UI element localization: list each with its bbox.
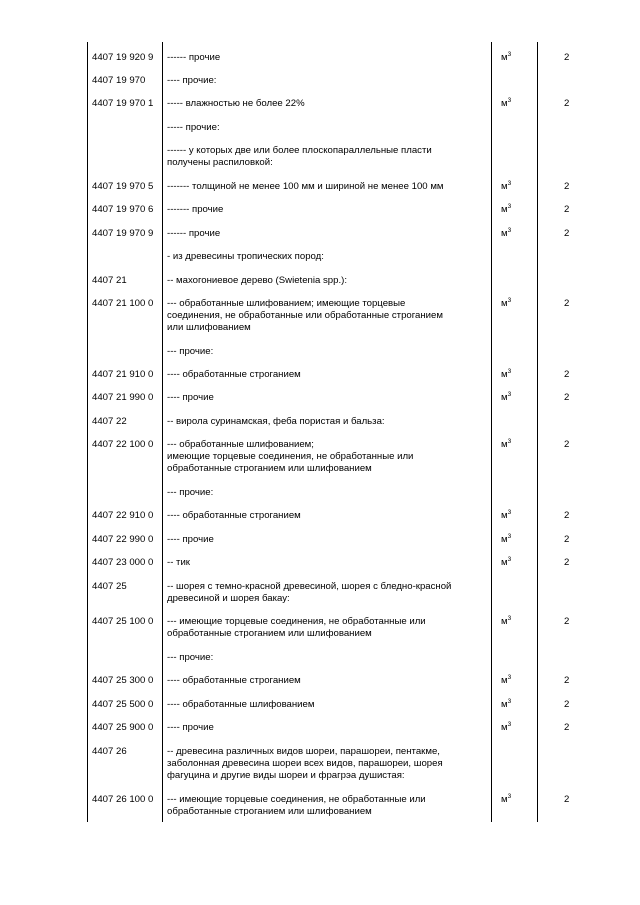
unit-of-measure xyxy=(501,534,511,546)
quantity-value: 2 xyxy=(564,534,570,545)
commodity-code: 4407 22 910 0 xyxy=(92,510,154,521)
column-rule xyxy=(162,42,163,822)
commodity-description xyxy=(167,392,214,404)
unit-symbol: м xyxy=(501,369,508,380)
description-line: -- шорея с темно-красной древесиной, шорея с бледно-красной xyxy=(167,581,452,592)
description-line: получены распиловкой: xyxy=(167,157,273,168)
description-line: --- имеющие торцевые соединения, не обработанные или xyxy=(167,794,426,805)
quantity-value: 2 xyxy=(564,794,570,805)
commodity-code: 4407 25 500 0 xyxy=(92,699,154,710)
commodity-code: 4407 22 990 0 xyxy=(92,534,154,545)
description-line: --- имеющие торцевые соединения, не обработанные или xyxy=(167,616,426,627)
commodity-description xyxy=(167,228,220,240)
unit-symbol: м xyxy=(501,510,508,521)
commodity-code: 4407 19 970 5 xyxy=(92,181,154,192)
description-line: ---- прочие xyxy=(167,392,214,403)
quantity-value: 2 xyxy=(564,181,570,192)
unit-exponent: 3 xyxy=(507,698,512,705)
description-line: ---- обработанные строганием xyxy=(167,675,301,686)
quantity-value: 2 xyxy=(564,52,570,63)
description-line: -- древесина различных видов шореи, парашореи, пентакме, xyxy=(167,746,440,757)
commodity-description xyxy=(167,652,213,664)
unit-exponent: 3 xyxy=(507,533,512,540)
commodity-code: 4407 22 100 0 xyxy=(92,439,154,450)
description-line: ---- прочие: xyxy=(167,75,217,86)
description-line: имеющие торцевые соединения, не обработанные или xyxy=(167,451,414,462)
commodity-code: 4407 21 990 0 xyxy=(92,392,154,403)
commodity-code: 4407 23 000 0 xyxy=(92,557,154,568)
commodity-description xyxy=(167,346,213,358)
commodity-description xyxy=(167,699,314,711)
unit-symbol: м xyxy=(501,699,508,710)
commodity-code: 4407 19 920 9 xyxy=(92,52,154,63)
description-line: ------ у которых две или более плоскопараллельные пласти xyxy=(167,145,432,156)
unit-exponent: 3 xyxy=(507,556,512,563)
unit-symbol: м xyxy=(501,439,508,450)
commodity-description xyxy=(167,722,214,734)
description-line: ----- влажностью не более 22% xyxy=(167,98,305,109)
description-line: ------- прочие xyxy=(167,204,224,215)
unit-symbol: м xyxy=(501,181,508,192)
unit-exponent: 3 xyxy=(507,721,512,728)
quantity-value: 2 xyxy=(564,98,570,109)
quantity-value: 2 xyxy=(564,439,570,450)
commodity-description xyxy=(167,746,443,782)
unit-exponent: 3 xyxy=(507,180,512,187)
quantity-value: 2 xyxy=(564,204,570,215)
unit-symbol: м xyxy=(501,52,508,63)
quantity-value: 2 xyxy=(564,675,570,686)
unit-exponent: 3 xyxy=(507,51,512,58)
unit-of-measure xyxy=(501,204,511,216)
commodity-description xyxy=(167,52,220,64)
commodity-code: 4407 25 300 0 xyxy=(92,675,154,686)
unit-exponent: 3 xyxy=(507,297,512,304)
commodity-description xyxy=(167,369,301,381)
description-line: --- обработанные шлифованием; xyxy=(167,439,314,450)
unit-of-measure xyxy=(501,510,511,522)
quantity-value: 2 xyxy=(564,557,570,568)
unit-of-measure xyxy=(501,98,511,110)
commodity-description xyxy=(167,675,301,687)
unit-of-measure xyxy=(501,52,511,64)
commodity-description xyxy=(167,75,216,87)
description-line: древесиной и шорея бакау: xyxy=(167,593,290,604)
commodity-description xyxy=(167,145,432,169)
unit-exponent: 3 xyxy=(507,203,512,210)
description-line: --- прочие: xyxy=(167,652,214,663)
unit-symbol: м xyxy=(501,616,508,627)
description-line: ---- прочие xyxy=(167,534,214,545)
unit-exponent: 3 xyxy=(507,674,512,681)
unit-symbol: м xyxy=(501,794,508,805)
unit-symbol: м xyxy=(501,675,508,686)
description-line: ------ прочие xyxy=(167,228,221,239)
commodity-code: 4407 19 970 1 xyxy=(92,98,154,109)
unit-exponent: 3 xyxy=(507,615,512,622)
unit-of-measure xyxy=(501,181,511,193)
unit-symbol: м xyxy=(501,722,508,733)
description-line: -- тик xyxy=(167,557,191,568)
unit-of-measure xyxy=(501,722,511,734)
commodity-code: 4407 25 100 0 xyxy=(92,616,154,627)
description-line: обработанные строганием или шлифованием xyxy=(167,463,372,474)
commodity-code: 4407 22 xyxy=(92,416,127,427)
unit-symbol: м xyxy=(501,204,508,215)
unit-symbol: м xyxy=(501,557,508,568)
quantity-value: 2 xyxy=(564,369,570,380)
commodity-description xyxy=(167,181,444,193)
unit-symbol: м xyxy=(501,228,508,239)
commodity-description xyxy=(167,251,324,263)
unit-of-measure xyxy=(501,557,511,569)
quantity-value: 2 xyxy=(564,699,570,710)
description-line: ---- прочие xyxy=(167,722,214,733)
quantity-value: 2 xyxy=(564,228,570,239)
description-line: --- прочие: xyxy=(167,487,214,498)
unit-exponent: 3 xyxy=(507,438,512,445)
commodity-code: 4407 19 970 6 xyxy=(92,204,154,215)
unit-symbol: м xyxy=(501,534,508,545)
commodity-description xyxy=(167,616,426,640)
commodity-description xyxy=(167,534,214,546)
unit-of-measure xyxy=(501,392,511,404)
unit-of-measure xyxy=(501,794,511,806)
commodity-description xyxy=(167,557,190,569)
commodity-description xyxy=(167,416,385,428)
commodity-description xyxy=(167,487,213,499)
column-rule xyxy=(537,42,538,822)
commodity-description xyxy=(167,510,301,522)
commodity-description xyxy=(167,439,413,475)
unit-of-measure xyxy=(501,298,511,310)
description-line: ----- прочие: xyxy=(167,122,220,133)
commodity-code: 4407 21 100 0 xyxy=(92,298,154,309)
description-line: ---- обработанные строганием xyxy=(167,510,301,521)
quantity-value: 2 xyxy=(564,722,570,733)
unit-symbol: м xyxy=(501,98,508,109)
description-line: соединения, не обработанные или обработанные строганием xyxy=(167,310,443,321)
commodity-description xyxy=(167,122,220,134)
description-line: - из древесины тропических пород: xyxy=(167,251,324,262)
description-line: -- вирола суринамская, феба пористая и бальза: xyxy=(167,416,385,427)
quantity-value: 2 xyxy=(564,392,570,403)
unit-exponent: 3 xyxy=(507,509,512,516)
quantity-value: 2 xyxy=(564,510,570,521)
unit-symbol: м xyxy=(501,392,508,403)
commodity-description xyxy=(167,298,443,334)
column-rule xyxy=(87,42,88,822)
commodity-description xyxy=(167,98,305,110)
commodity-code: 4407 21 xyxy=(92,275,127,286)
commodity-description xyxy=(167,581,451,605)
unit-of-measure xyxy=(501,228,511,240)
description-line: обработанные строганием или шлифованием xyxy=(167,628,372,639)
unit-symbol: м xyxy=(501,298,508,309)
column-rule xyxy=(491,42,492,822)
unit-exponent: 3 xyxy=(507,97,512,104)
unit-of-measure xyxy=(501,699,511,711)
commodity-description xyxy=(167,204,223,216)
unit-exponent: 3 xyxy=(507,793,512,800)
unit-of-measure xyxy=(501,369,511,381)
description-line: --- обработанные шлифованием; имеющие торцевые xyxy=(167,298,406,309)
description-line: ------- толщиной не менее 100 мм и шириной не менее 100 мм xyxy=(167,181,444,192)
description-line: ---- обработанные шлифованием xyxy=(167,699,315,710)
description-line: обработанные строганием или шлифованием xyxy=(167,806,372,817)
unit-of-measure xyxy=(501,616,511,628)
unit-exponent: 3 xyxy=(507,227,512,234)
description-line: ---- обработанные строганием xyxy=(167,369,301,380)
unit-of-measure xyxy=(501,439,511,451)
commodity-code: 4407 19 970 xyxy=(92,75,146,86)
description-line: ------ прочие xyxy=(167,52,221,63)
commodity-code: 4407 19 970 9 xyxy=(92,228,154,239)
description-line: заболонная древесина шореи всех видов, парашореи, шорея xyxy=(167,758,443,769)
commodity-description xyxy=(167,794,426,818)
description-line: или шлифованием xyxy=(167,322,251,333)
commodity-code: 4407 26 xyxy=(92,746,127,757)
description-line: фагуцина и другие виды шореи и фрагрэа душистая: xyxy=(167,770,405,781)
commodity-code: 4407 26 100 0 xyxy=(92,794,154,805)
unit-of-measure xyxy=(501,675,511,687)
commodity-description xyxy=(167,275,347,287)
unit-exponent: 3 xyxy=(507,391,512,398)
description-line: -- махогониевое дерево (Swietenia spp.): xyxy=(167,275,347,286)
quantity-value: 2 xyxy=(564,616,570,627)
commodity-code: 4407 25 900 0 xyxy=(92,722,154,733)
commodity-code: 4407 25 xyxy=(92,581,127,592)
quantity-value: 2 xyxy=(564,298,570,309)
unit-exponent: 3 xyxy=(507,368,512,375)
commodity-code: 4407 21 910 0 xyxy=(92,369,154,380)
description-line: --- прочие: xyxy=(167,346,214,357)
